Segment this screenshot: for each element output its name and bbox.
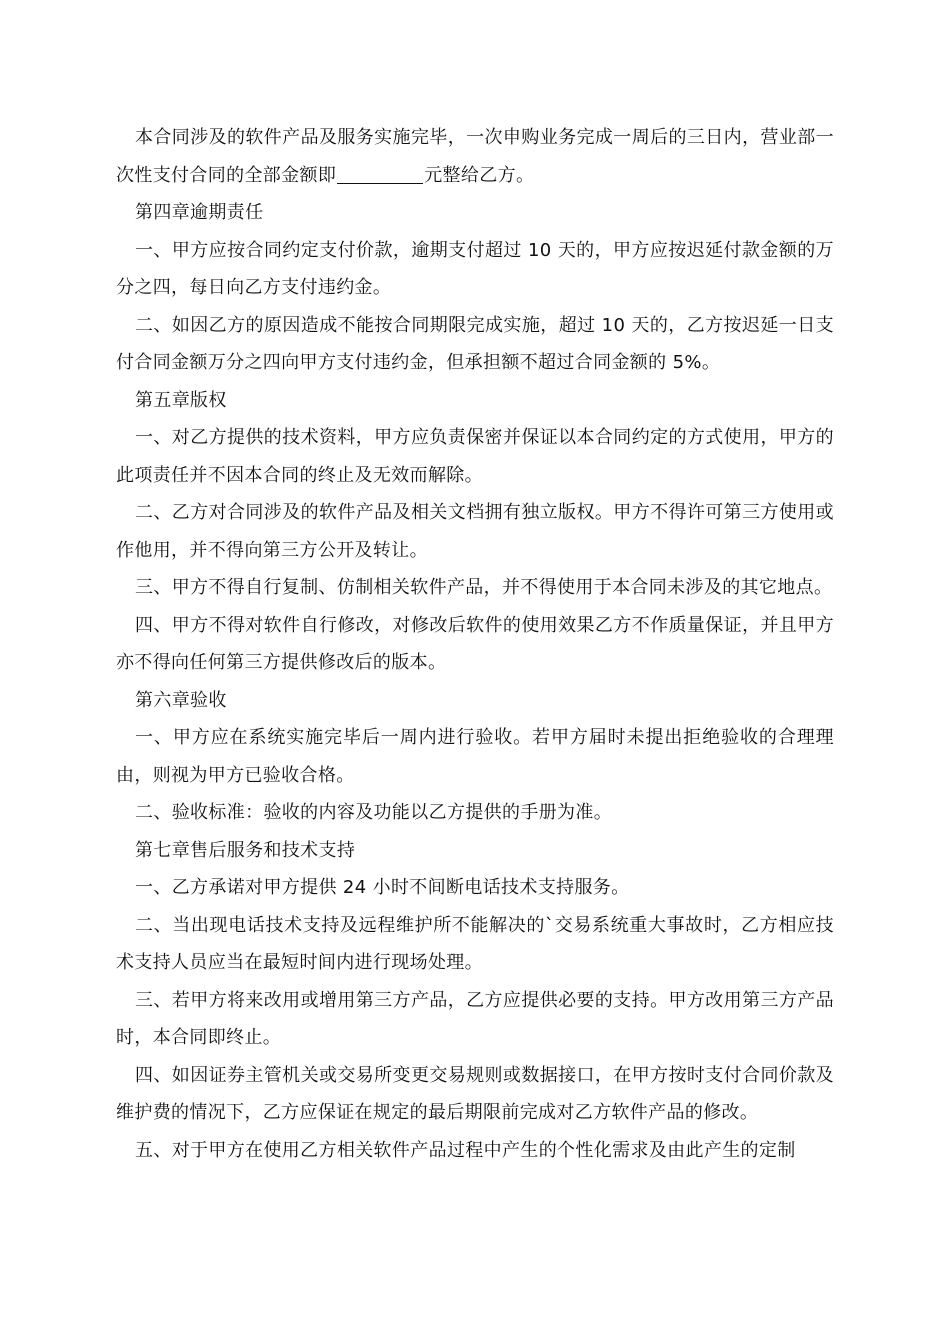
payment-clause-text-end: 元整给乙方。 [424,164,535,186]
chapter-7-clause-1: 一、乙方承诺对甲方提供 24 小时不间断电话技术支持服务。 [135,877,630,898]
chapter-4-title: 第四章逾期责任 [135,202,264,223]
chapter-6-clause-2: 二、验收标准：验收的内容及功能以乙方提供的手册为准。 [135,802,613,823]
chapter-7-title: 第七章售后服务和技术支持 [135,839,356,861]
payment-clause [116,119,834,194]
chapter-7-clause-2: 二、当出现电话技术支持及远程维护所不能解决的`交易系统重大事故时，乙方相应技术支持人员应当在最短时间内进行现场处理。 [116,914,834,973]
chapter-5-clause-1: 一、对乙方提供的技术资料，甲方应负责保密并保证以本合同约定的方式使用，甲方的此项责任并不因本合同的终止及无效而解除。 [116,427,834,486]
chapter-5-clause-3: 三、甲方不得自行复制、仿制相关软件产品，并不得使用于本合同未涉及的其它地点。 [135,577,833,598]
contract-page [116,119,834,1169]
amount-blank-line [337,165,423,184]
chapter-7-clause-3: 三、若甲方将来改用或增用第三方产品，乙方应提供必要的支持。甲方改用第三方产品时，本合同即终止。 [116,989,834,1048]
chapter-6-title: 第六章验收 [135,689,227,711]
chapter-5-clause-2: 二、乙方对合同涉及的软件产品及相关文档拥有独立版权。甲方不得许可第三方使用或作他用，并不得向第三方公开及转让。 [116,502,834,561]
chapter-4-clause-2: 二、如因乙方的原因造成不能按合同期限完成实施，超过 10 天的，乙方按迟延一日支付合同金额万分之四向甲方支付违约金，但承担额不超过合同金额的 5%。 [116,314,834,373]
payment-clause-text: 本合同涉及的软件产品及服务实施完毕，一次申购业务完成一周后的三日内，营业部一次性支付合同的全部金额即 [116,127,834,186]
chapter-7-clause-5: 五、对于甲方在使用乙方相关软件产品过程中产生的个性化需求及由此产生的定制 [135,1139,796,1161]
chapter-6-clause-1: 一、甲方应在系统实施完毕后一周内进行验收。若甲方届时未提出拒绝验收的合理理由，则视为甲方已验收合格。 [116,727,834,786]
chapter-4-clause-1: 一、甲方应按合同约定支付价款，逾期支付超过 10 天的，甲方应按迟延付款金额的万分之四，每日向乙方支付违约金。 [116,239,834,298]
chapter-5-title: 第五章版权 [135,389,227,411]
chapter-5-clause-4: 四、甲方不得对软件自行修改，对修改后软件的使用效果乙方不作质量保证，并且甲方亦不得向任何第三方提供修改后的版本。 [116,614,834,673]
chapter-7-clause-4: 四、如因证券主管机关或交易所变更交易规则或数据接口，在甲方按时支付合同价款及维护费的情况下，乙方应保证在规定的最后期限前完成对乙方软件产品的修改。 [116,1064,834,1123]
